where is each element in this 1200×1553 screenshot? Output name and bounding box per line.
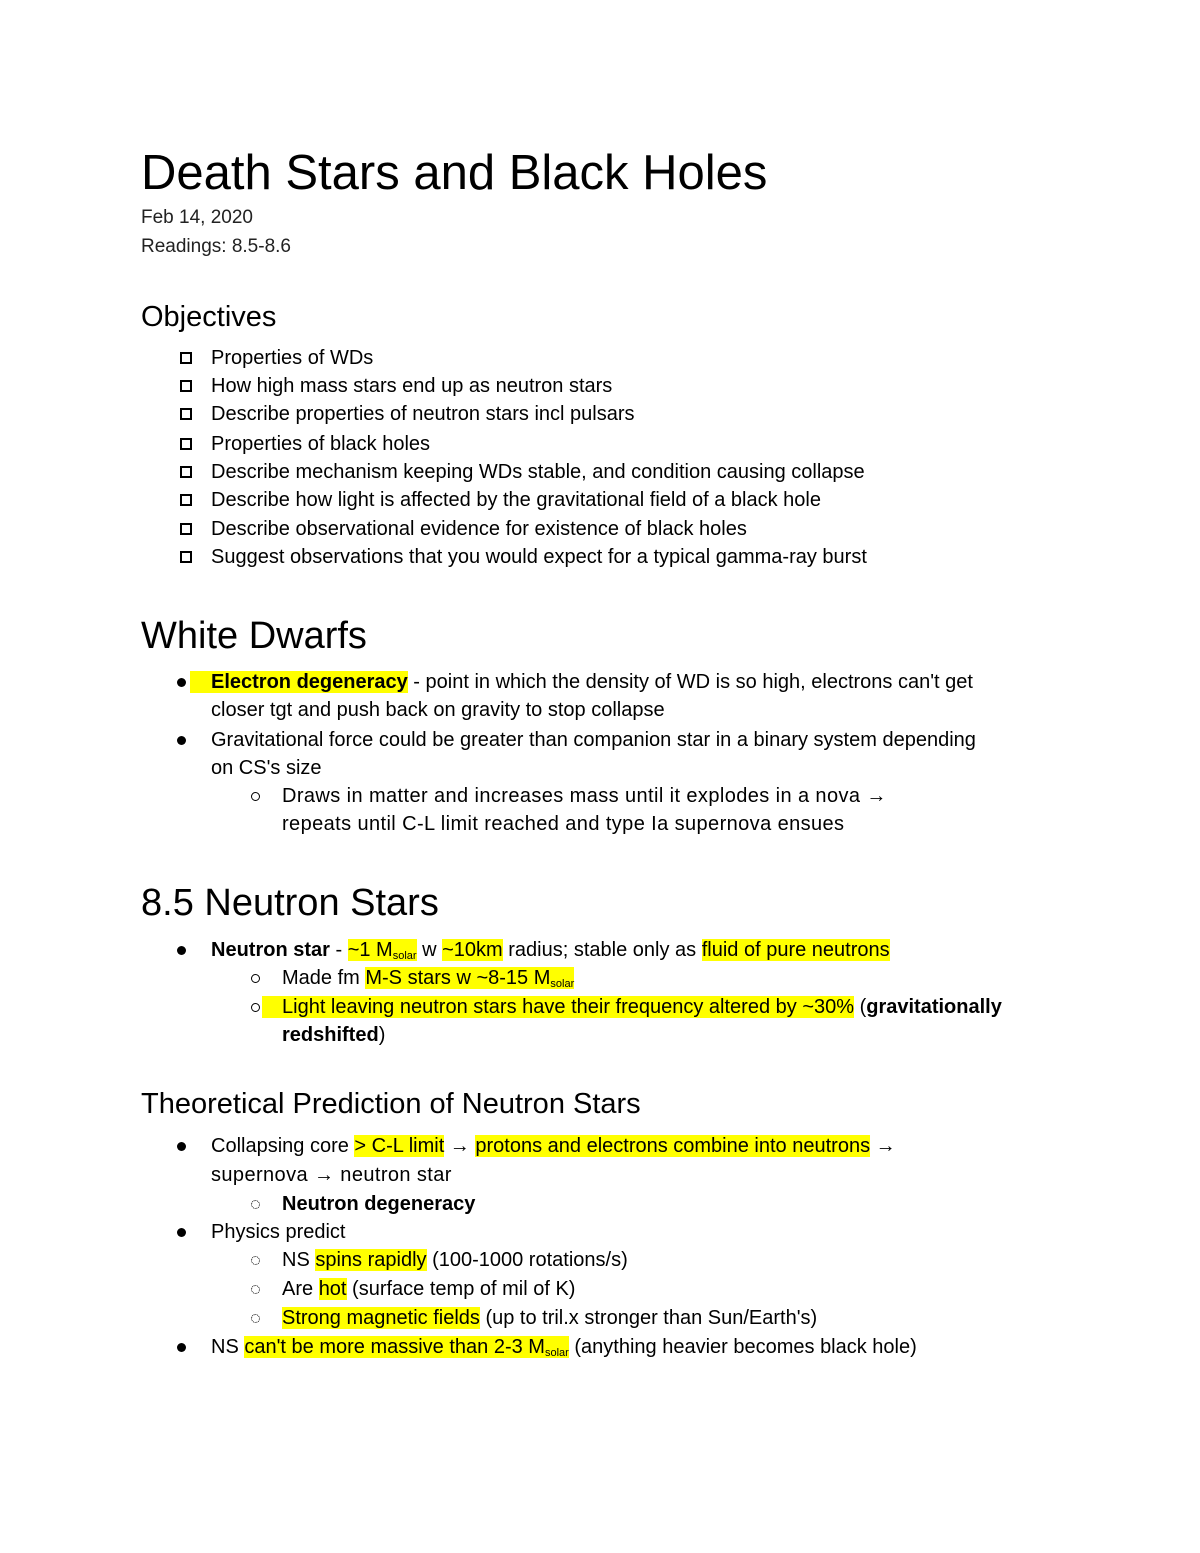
checkbox-icon[interactable] bbox=[180, 408, 192, 420]
checkbox-icon[interactable] bbox=[180, 551, 192, 563]
checkbox-icon[interactable] bbox=[180, 380, 192, 392]
dotted-bullet-icon bbox=[251, 1314, 260, 1323]
checkbox-icon[interactable] bbox=[180, 352, 192, 364]
checkbox-icon[interactable] bbox=[180, 466, 192, 478]
dotted-bullet-icon bbox=[251, 1285, 260, 1294]
neutron-stars-heading: 8.5 Neutron Stars bbox=[141, 882, 439, 924]
hollow-bullet-icon bbox=[251, 1003, 260, 1012]
bullet-icon bbox=[177, 1228, 186, 1237]
bullet-icon bbox=[177, 946, 186, 955]
checkbox-icon[interactable] bbox=[180, 438, 192, 450]
document-readings: Readings: 8.5-8.6 bbox=[141, 236, 291, 257]
dotted-bullet-icon bbox=[251, 1256, 260, 1265]
objectives-heading: Objectives bbox=[141, 301, 277, 333]
checkbox-icon[interactable] bbox=[180, 523, 192, 535]
hollow-bullet-icon bbox=[251, 792, 260, 801]
document-page: Death Stars and Black Holes Feb 14, 2020 Readings: 8.5-8.6 Objectives Properties of WDs How high mass stars end up as neutron stars Describe properties of neutron stars incl pulsars Properties of black holes Describe mechanism keeping WDs stable, and condition causing collapse Describe how light is affected by the gravitational field of a black hole Describe observational evidence for existence of black holes Suggest observations that you would expect for a typical gamma-ray burst White Dwarfs Electron degeneracy - point in which the density of WD is so high, electrons can't get closer tgt and push back on gravity to stop collapse Gravitational force could be greater than companion star in a binary system depending on CS's size Draws in matter and increases mass until it explodes in a nova → repeats until C-L limit reached and type Ia supernova ensues 8.5 Neutron Stars Neutron star - ~1 $M_{solar}$ w ~10km radius; stable only as fluid of pure neutrons Made fm M-S stars w ~8-15 $M_{solar}$ Light leaving neutron stars have their frequency altered by ~30% (gravitationally redshifted) Theoretical Prediction of Neutron Stars Collapsing core > C-L limit → protons and electrons combine into neutrons → supernova → neutron star Neutron degeneracy Physics predict NS spins rapidly (100-1000 rotations/s) Are hot (surface temp of mil of K) Strong magnetic fields (up to tril.x stronger than Sun/Earth's) NS can't be more massive than 2-3 $M_{solar}$ (anything heavier becomes black hole) bbox=[0, 0, 1200, 1553]
white-dwarfs-heading: White Dwarfs bbox=[141, 615, 367, 657]
bullet-icon bbox=[177, 1343, 186, 1352]
checkbox-icon[interactable] bbox=[180, 494, 192, 506]
dotted-bullet-icon bbox=[251, 1200, 260, 1209]
bullet-icon bbox=[177, 736, 186, 745]
bullet-icon bbox=[177, 678, 186, 687]
hollow-bullet-icon bbox=[251, 974, 260, 983]
document-title: Death Stars and Black Holes bbox=[141, 146, 768, 200]
theory-heading: Theoretical Prediction of Neutron Stars bbox=[141, 1088, 641, 1120]
bullet-icon bbox=[177, 1142, 186, 1151]
document-date: Feb 14, 2020 bbox=[141, 207, 253, 228]
